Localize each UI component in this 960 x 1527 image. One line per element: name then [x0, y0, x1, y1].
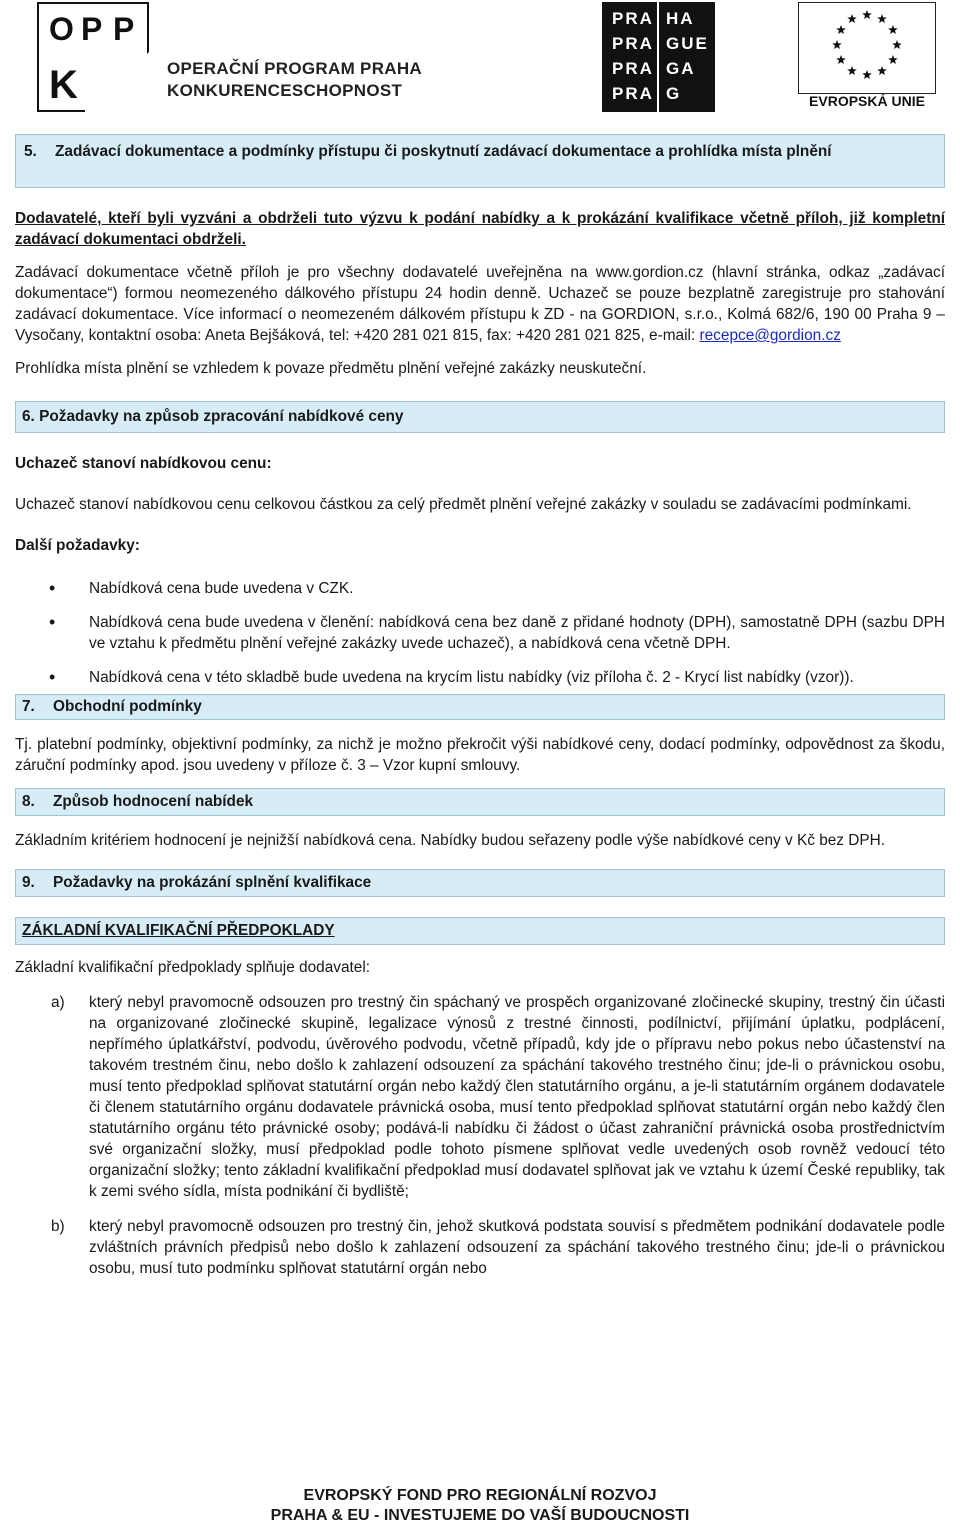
footer-line-1: EVROPSKÝ FOND PRO REGIONÁLNÍ ROZVOJ [303, 1487, 657, 1504]
document-body [15, 134, 945, 1279]
section-7-heading [15, 694, 945, 720]
section-9-heading [15, 869, 945, 897]
eu-star-icon [862, 70, 872, 79]
opp-line-2: KONKURENCESCHOPNOST [167, 81, 403, 100]
section-number: 9. [22, 874, 35, 891]
s6-subheading-1: Uchazeč stanoví nabídkovou cenu: [15, 455, 272, 472]
praha-cell: PRA [612, 59, 654, 78]
s8-paragraph-1: Základním kritériem hodnocení je nejnižší nabídková cena. Nabídky budou seřazeny podle výše nabídkové ceny v Kč bez DPH. [15, 832, 886, 849]
s6-paragraph-1: Uchazeč stanoví nabídkovou cenu celkovou částkou za celý předmět plnění veřejné zakázky v souladu se zadávacími podmínkami. [15, 496, 912, 513]
section-title: Způsob hodnocení nabídek [53, 793, 254, 810]
eu-star-icon [877, 14, 887, 23]
s9-subheading-box [15, 917, 945, 945]
section-number: 6. [22, 408, 35, 425]
svg-text:O: O [49, 11, 74, 47]
footer-line-2: PRAHA & EU - INVESTUJEME DO VAŠÍ BUDOUCNOSTI [270, 1507, 690, 1524]
s5-paragraph-1: Dodavatelé, kteří byli vyzváni a obdrželi tuto výzvu k podání nabídky a k prokázání kvalifikace včetně příloh, již kompletní zadávací dokumentaci obdrželi. [15, 210, 945, 248]
eu-star-icon [836, 25, 846, 34]
s9-paragraph-1: Základní kvalifikační předpoklady splňuje dodavatel: [15, 959, 371, 976]
section-8-heading [15, 788, 945, 816]
list-item-text: který nebyl pravomocně odsouzen pro trestný čin spáchaný ve prospěch organizované zločinecké skupiny, trestný čin účasti na organizované zločinecké skupině, legalizace výnosů z trestné činnosti, podílnictví, přijímání úplatku, podplácení, nepřímého úplatkářství, podvodu, úvěrového podvodu, včetně případů, kdy jde o přípravu nebo pokus nebo účastenství na takovém trestném činu, nebo došlo k zahlazení odsouzení za spáchání takového trestného činu; jde-li o právnickou osobu, musí tento předpoklad splňovat statutární orgán nebo každý člen statutárního orgánu, a je-li statutárním orgánem dodavatele či členem statutárního orgánu dodavatele právnická osoba, musí tento předpoklad splňovat statutární orgán nebo každý člen statutárního orgánu této právnické osoby; podává-li nabídku či žádost o účast zahraniční právnická osoba prostřednictvím své organizační složky, musí předpoklad podle tohoto písmene splňovat vedle uvedených osob rovněž vedoucí této organizační složky; tento základní kvalifikační předpoklad musí dodavatel splňovat jak ve vztahu k území České republiky, tak k zemi svého sídla, místa podnikání či bydliště; [89, 994, 945, 1200]
section-number: 8. [22, 793, 35, 810]
eu-star-icon [836, 55, 846, 64]
svg-text:P: P [81, 11, 103, 47]
email-link[interactable]: recepce@gordion.cz [699, 327, 841, 344]
list-marker: b) [51, 1218, 65, 1235]
praha-cell: HA [666, 9, 695, 28]
svg-text:K: K [49, 63, 78, 107]
eu-star-icon [892, 40, 902, 49]
praha-cell: PRA [612, 9, 654, 28]
s5-paragraph-2 [15, 262, 945, 346]
section-title: Požadavky na prokázání splnění kvalifikace [53, 874, 372, 891]
eu-star-icon [847, 66, 857, 75]
section-6-heading [15, 401, 945, 433]
eu-star-icon [888, 25, 898, 34]
s9-qualification-list [15, 992, 945, 1279]
opp-logo [37, 2, 149, 112]
section-title: Obchodní podmínky [53, 698, 202, 715]
section-number: 5. [24, 143, 37, 160]
eu-star-icon [888, 55, 898, 64]
praha-cell: G [666, 84, 682, 103]
list-item: • Nabídková cena bude uvedena v členění: nabídková cena bez daně z přidané hodnoty (DPH), samostatně DPH (sazbu DPH ve vztahu k předmětu plnění veřejné zakázky uvede uchazeč), a nabídková cena včetně DPH. [15, 612, 945, 654]
svg-text:P: P [113, 11, 135, 47]
s5-paragraph-2-text: Zadávací dokumentace včetně příloh je pro všechny dodavatelé uveřejněna na www.gordion.cz (hlavní stránka, odkaz „zadávací dokumentace“) formou neomezeného dálkového přístupu 24 hodin denně. Uchazeč se pouze bezplatně zaregistruje pro stahování zadávací dokumentace. Více informací o neomezeném dálkovém přístupu k ZD - na GORDION, s.r.o., Kolmá 682/6, 190 00 Praha 9 – Vysočany, kontaktní osoba: Aneta Bejšáková, tel: +420 281 021 815, fax: +420 281 021 825, e-mail: [15, 264, 945, 344]
praha-cell: GUE [666, 34, 709, 53]
page-footer [0, 1486, 960, 1526]
praha-cell: PRA [612, 34, 654, 53]
list-item [15, 992, 945, 1202]
s6-bullet-list [15, 578, 945, 688]
praha-logo [602, 2, 715, 112]
section-title: Požadavky na způsob zpracování nabídkové ceny [39, 408, 404, 425]
list-item-text: který nebyl pravomocně odsouzen pro trestný čin, jehož skutková podstata souvisí s předmětem podnikání dodavatele podle zvláštních právních předpisů nebo došlo k zahlazení odsouzení za spáchání takového trestného činu; jde-li o právnickou osobu, musí tuto podmínku splňovat statutární orgán nebo [89, 1218, 945, 1277]
list-marker: a) [51, 994, 65, 1011]
eu-star-icon [847, 14, 857, 23]
eu-label: EVROPSKÁ UNIE [809, 93, 925, 109]
page-header [0, 0, 960, 118]
s5-paragraph-3: Prohlídka místa plnění se vzhledem k povaze předmětu plnění veřejné zakázky neuskuteční. [15, 360, 647, 377]
s6-subheading-2: Další požadavky: [15, 537, 140, 554]
praha-cell: GA [666, 59, 696, 78]
section-number: 7. [22, 698, 35, 715]
list-item: • Nabídková cena bude uvedena v CZK. [15, 578, 945, 599]
eu-star-icon [832, 40, 842, 49]
eu-star-icon [862, 10, 872, 19]
s9-subheading-1: ZÁKLADNÍ KVALIFIKAČNÍ PŘEDPOKLADY [22, 922, 335, 939]
section-title: Zadávací dokumentace a podmínky přístupu či poskytnutí zadávací dokumentace a prohlídka místa plnění [55, 143, 832, 160]
list-item [15, 1216, 945, 1279]
s7-paragraph-1: Tj. platební podmínky, objektivní podmínky, za nichž je možno překročit výši nabídkové ceny, dodací podmínky, odpovědnost za škodu, záruční podmínky apod. jsou uvedeny v příloze č. 3 – Vzor kupní smlouvy. [15, 736, 945, 774]
praha-cell: PRA [612, 84, 654, 103]
list-item: • Nabídková cena v této skladbě bude uvedena na krycím listu nabídky (viz příloha č. 2 - Krycí list nabídky (vzor)). [15, 667, 945, 688]
opp-program-name [167, 58, 422, 102]
eu-star-icon [877, 66, 887, 75]
section-5-heading [15, 134, 945, 188]
opp-line-1: OPERAČNÍ PROGRAM PRAHA [167, 59, 423, 78]
eu-flag-icon [798, 2, 936, 94]
